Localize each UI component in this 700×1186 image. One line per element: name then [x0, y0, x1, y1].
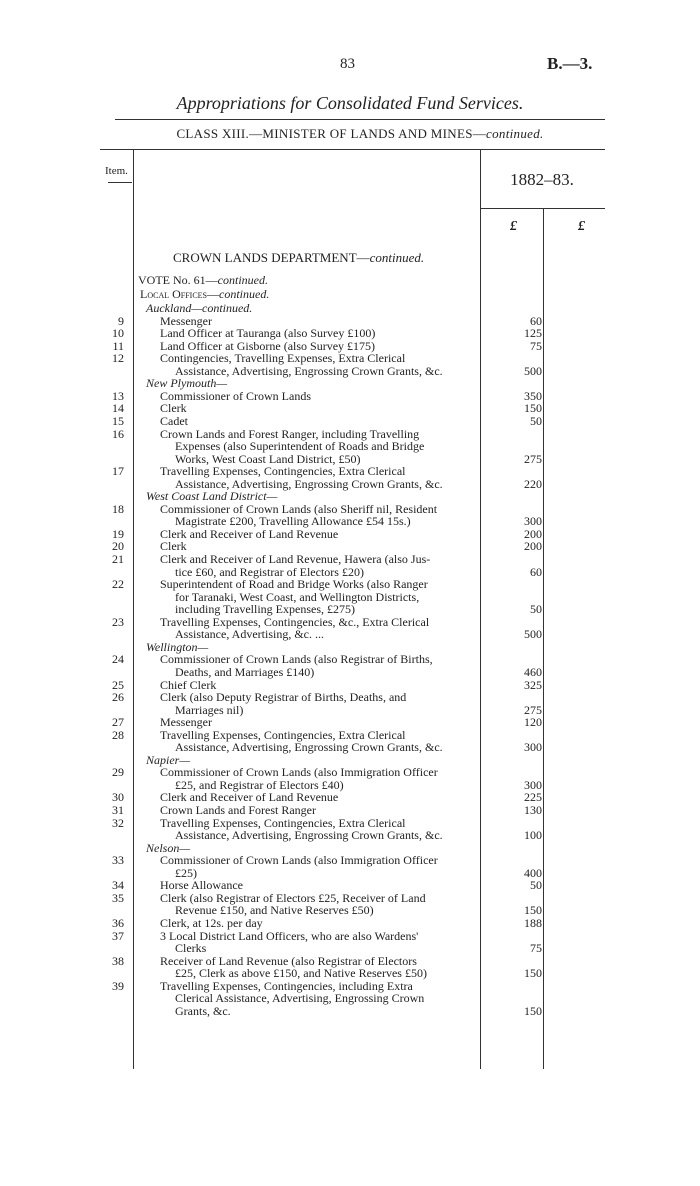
item-amount: 50: [530, 878, 542, 893]
item-amount: 200: [524, 539, 542, 554]
item-description: Commissioner of Crown Lands (also Registrar of Births,: [160, 652, 433, 667]
item-amount: 60: [530, 313, 542, 328]
item-description: Assistance, Advertising, Engrossing Crown Grants, &c.: [175, 476, 443, 491]
item-description: Chief Clerk: [160, 677, 217, 692]
item-amount: 50: [530, 602, 542, 617]
item-number: 15: [112, 413, 124, 428]
item-amount: 120: [524, 715, 542, 730]
item-amount: 225: [524, 790, 542, 805]
item-description: Clerk and Receiver of Land Revenue, Hawera (also Jus-: [160, 552, 431, 566]
item-amount: 220: [524, 476, 542, 491]
department-heading-continued: continued.: [369, 250, 425, 265]
item-amount: 275: [524, 451, 542, 466]
page-number: 83: [340, 56, 355, 72]
item-number: 25: [112, 677, 124, 692]
item-description: Magistrate £200, Travelling Allowance £54 15s.): [175, 514, 411, 529]
item-description: Marriages nil): [175, 702, 244, 717]
item-number: 23: [112, 614, 124, 629]
item-number: 20: [112, 539, 124, 554]
item-description: Land Officer at Tauranga (also Survey £100): [160, 326, 376, 341]
vote-continued: continued.: [217, 273, 268, 287]
item-number: 35: [112, 890, 124, 905]
item-description: Assistance, Advertising, Engrossing Crown Grants, &c.: [175, 740, 443, 755]
item-description: Grants, &c.: [175, 1003, 231, 1018]
item-number: 31: [112, 803, 124, 817]
currency-symbol-second: £: [578, 219, 585, 234]
item-amount: 60: [530, 564, 542, 579]
item-description: Land Officer at Gisborne (also Survey £175): [160, 338, 376, 353]
item-number: 26: [112, 690, 124, 705]
item-description: Commissioner of Crown Lands: [160, 388, 311, 403]
item-number: 18: [112, 501, 124, 516]
item-description: Works, West Coast Land District, £50): [175, 451, 361, 466]
item-description: Clerk: [160, 401, 187, 416]
item-description: Horse Allowance: [160, 878, 243, 893]
section-heading: New Plymouth—: [146, 376, 227, 391]
item-header-underline: [108, 182, 132, 183]
vote-heading: [138, 274, 268, 287]
item-amount: 300: [524, 777, 542, 792]
item-description: Contingencies, Travelling Expenses, Extra Clerical: [160, 351, 406, 366]
section-heading: West Coast Land District—: [146, 489, 278, 504]
item-number: 12: [112, 351, 124, 366]
item-number: 11: [112, 338, 124, 353]
item-description: Revenue £150, and Native Reserves £50): [175, 903, 374, 918]
table-top-rule: [100, 149, 605, 150]
item-amount: 500: [524, 363, 542, 378]
class-heading: [0, 126, 700, 142]
department-heading-main: CROWN LANDS DEPARTMENT—: [173, 250, 370, 265]
title-rule: [115, 119, 605, 120]
item-number: 10: [112, 326, 124, 341]
item-amount: 150: [524, 966, 542, 981]
item-amount: 300: [524, 514, 542, 529]
item-amount: 150: [524, 1003, 542, 1018]
item-number: 33: [112, 853, 124, 868]
item-amount: 275: [524, 702, 542, 717]
item-column-header: Item.: [105, 165, 128, 177]
item-number: 38: [112, 953, 124, 968]
item-number: 16: [112, 426, 124, 441]
item-description: Receiver of Land Revenue (also Registrar of Electors: [160, 953, 417, 968]
section-heading: Auckland—continued.: [146, 301, 253, 315]
item-number: 21: [112, 552, 124, 566]
item-number: 24: [112, 652, 124, 667]
item-description: Travelling Expenses, Contingencies, Extra Clerical: [160, 815, 406, 830]
item-amount: 325: [524, 677, 542, 692]
currency-symbol-first: £: [510, 219, 517, 234]
item-amount: 50: [530, 413, 542, 428]
document-reference: B.—3.: [547, 54, 593, 73]
item-amount: 150: [524, 903, 542, 918]
department-heading: [173, 250, 424, 266]
item-number: 22: [112, 577, 124, 592]
item-amount: 460: [524, 664, 542, 679]
item-description: Clerk and Receiver of Land Revenue: [160, 790, 339, 805]
item-description: Clerks: [175, 941, 207, 956]
item-number: 37: [112, 928, 124, 943]
item-amount: 150: [524, 401, 542, 416]
item-description: Assistance, Advertising, Engrossing Crown Grants, &c.: [175, 828, 443, 843]
item-column-divider: [133, 149, 134, 1069]
item-amount: 500: [524, 627, 542, 642]
item-description: tice £60, and Registrar of Electors £20): [175, 564, 364, 579]
item-number: 32: [112, 815, 124, 830]
item-description: Commissioner of Crown Lands (also Sheriff nil, Resident: [160, 501, 438, 516]
item-description: Cadet: [160, 413, 188, 428]
item-description: Travelling Expenses, Contingencies, including Extra: [160, 978, 413, 993]
item-amount: 350: [524, 388, 542, 403]
item-description: Clerk, at 12s. per day: [160, 915, 263, 930]
section-heading: Nelson—: [146, 840, 191, 855]
section-heading: Napier—: [146, 752, 191, 767]
item-description: Commissioner of Crown Lands (also Immigration Officer: [160, 765, 438, 780]
section-heading: Wellington—: [146, 639, 209, 654]
local-offices-label: Local Offices—: [140, 287, 220, 301]
item-description: Clerk and Receiver of Land Revenue: [160, 526, 339, 541]
item-description: Travelling Expenses, Contingencies, &c., Extra Clerical: [160, 614, 430, 629]
item-description: Deaths, and Marriages £140): [175, 664, 315, 679]
second-amount-divider: [543, 208, 544, 1069]
item-description: £25, Clerk as above £150, and Native Reserves £50): [175, 966, 427, 981]
item-amount: 300: [524, 740, 542, 755]
item-description: Clerical Assistance, Advertising, Engrossing Crown: [175, 991, 425, 1006]
item-description: Crown Lands and Forest Ranger, including Travelling: [160, 426, 420, 441]
item-amount: 100: [524, 828, 542, 843]
item-description: Assistance, Advertising, Engrossing Crown Grants, &c.: [175, 363, 443, 378]
local-offices-heading: [140, 288, 269, 301]
item-amount: 188: [524, 915, 542, 930]
item-number: 27: [112, 715, 124, 730]
item-number: 39: [112, 978, 124, 993]
page-title: Appropriations for Consolidated Fund Services.: [176, 93, 524, 113]
item-description: Clerk (also Deputy Registrar of Births, Deaths, and: [160, 690, 407, 705]
item-description: Expenses (also Superintendent of Roads and Bridge: [175, 439, 425, 454]
item-description: £25): [175, 865, 197, 880]
item-number: 17: [112, 464, 124, 479]
item-description: Clerk (also Registrar of Electors £25, Receiver of Land: [160, 890, 426, 905]
item-description: Messenger: [160, 715, 212, 730]
year-column-header: 1882–83.: [510, 170, 574, 189]
item-number: 28: [112, 727, 124, 742]
item-description: Superintendent of Road and Bridge Works (also Ranger: [160, 577, 428, 592]
item-description: Crown Lands and Forest Ranger: [160, 803, 316, 817]
class-heading-main: CLASS XIII.—MINISTER OF LANDS AND MINES—: [176, 126, 487, 141]
item-number: 13: [112, 388, 124, 403]
item-amount: 75: [530, 941, 542, 956]
vote-label: VOTE No. 61—: [138, 273, 218, 287]
item-amount: 125: [524, 326, 542, 341]
item-description: Travelling Expenses, Contingencies, Extra Clerical: [160, 727, 406, 742]
item-amount: 400: [524, 865, 542, 880]
local-offices-continued: continued.: [219, 287, 270, 301]
item-description: Messenger: [160, 313, 212, 328]
class-heading-continued: continued.: [486, 126, 544, 141]
item-description: for Taranaki, West Coast, and Wellington Districts,: [175, 589, 420, 604]
item-number: 29: [112, 765, 124, 780]
item-amount: 200: [524, 526, 542, 541]
item-description: £25, and Registrar of Electors £40): [175, 777, 344, 792]
item-description: Assistance, Advertising, &c. ...: [175, 627, 324, 642]
item-amount: 75: [530, 338, 542, 353]
item-number: 34: [112, 878, 124, 893]
item-description: 3 Local District Land Officers, who are also Wardens': [160, 928, 419, 943]
item-number: 19: [112, 526, 124, 541]
item-description: Commissioner of Crown Lands (also Immigration Officer: [160, 853, 438, 868]
item-amount: 130: [524, 803, 542, 817]
item-number: 30: [112, 790, 124, 805]
item-description: Clerk: [160, 539, 187, 554]
item-description: Travelling Expenses, Contingencies, Extra Clerical: [160, 464, 406, 479]
item-number: 36: [112, 915, 124, 930]
item-description: including Travelling Expenses, £275): [175, 602, 355, 617]
item-number: 9: [118, 313, 124, 328]
item-number: 14: [112, 401, 124, 416]
